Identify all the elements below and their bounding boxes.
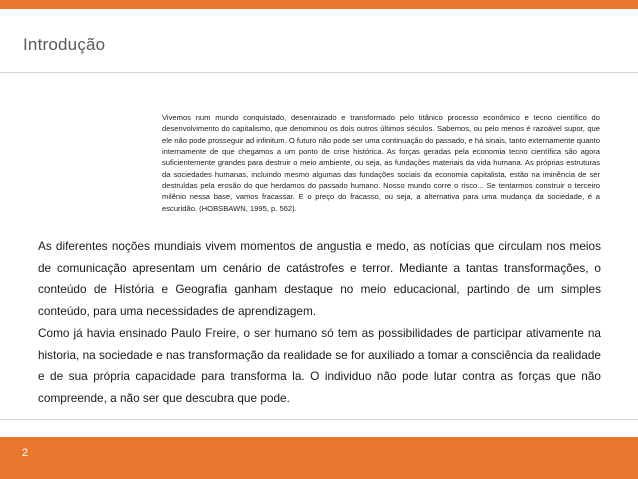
block-quote: Vivemos num mundo conquistado, desenraizado e transformado pelo titânico processo econômico e tecno científico do desenvolvimento do capitalismo, que denominou os dois outros últimos séculos. Sabemos, ou pelo menos é razoável supor, que ele não pode prosseguir ad infinitum. O futuro não pode ser uma continuação do passado, e há sinais, tanto externamente quanto internamente de que chegamos a um ponto de crise histórica. As forças geradas pela economia tecno científica são agora suficientemente grandes para destruir o meio ambiente, ou seja, as fundações materiais da vida humana. As próprias estruturas da sociedades humanas, incluindo mesmo algumas das fundações sociais da economia capitalista, estão na iminência de ser destruídas pela erosão do que herdamos do passado humano. Nosso mundo corre o risco... Se tentarmos construir o terceiro milênio nessa base, vamos fracassar. E o preço do fracasso, ou seja, a alternativa para uma mudança da sociedade, é a escuridão. (HOBSBAWN, 1995, p. 562). <box>162 113 600 213</box>
footer-accent-bar <box>0 437 638 479</box>
title-divider <box>0 72 638 73</box>
slide-title: Introdução <box>23 35 106 54</box>
paragraph-1: As diferentes noções mundiais vivem momentos de angustia e medo, as notícias que circulam nos meios de comunicação apresentam um cenário de catástrofes e terror. Mediante a tantas transformações, o conteúdo de História e Geografia ganham destaque no meio educacional, partindo de um simples conteúdo, para uma necessidades de aprendizagem. <box>38 239 601 319</box>
footer-divider <box>0 419 638 420</box>
page-number: 2 <box>22 447 29 459</box>
paragraph-2: Como já havia ensinado Paulo Freire, o ser humano só tem as possibilidades de participar ativamente na historia, na sociedade e nas transformação da realidade se for auxiliado a tomar a consciência da realidade e de sua própria capacidade para transforma la. O individuo não pode lutar contra as forças que não compreende, a não ser que descubra que pode. <box>38 325 601 405</box>
top-accent-bar <box>0 0 638 9</box>
body-text <box>38 236 601 410</box>
